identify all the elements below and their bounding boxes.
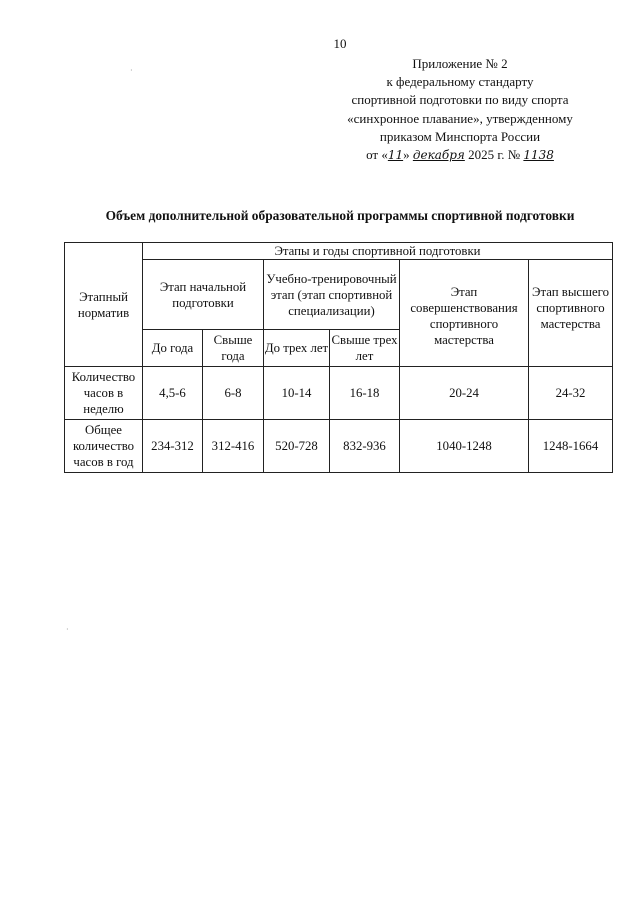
appendix-line: спортивной подготовки по виду спорта: [351, 92, 569, 108]
date-year: 2025 г. №: [464, 147, 524, 163]
table-cell: 832-936: [330, 420, 400, 473]
scan-speck: ·: [66, 625, 69, 634]
row-label-cell: [65, 420, 143, 473]
table-cell: 4,5-6: [143, 367, 203, 420]
sub-over-year-cell: [203, 330, 264, 367]
stage-highest-cell: [529, 260, 613, 367]
stage-initial-label: Этап начальной подготовки: [159, 279, 247, 310]
order-number: 1138: [523, 148, 554, 163]
sub-up-to-three-label: До трех лет: [264, 341, 329, 355]
table-cell: 20-24: [400, 367, 529, 420]
date-month: декабря: [412, 148, 465, 163]
stage-training-label: Учебно-тренировочный этап (этап спортивной специализации): [266, 271, 397, 318]
row-header-cell: [65, 243, 143, 367]
scan-speck: ·: [130, 66, 133, 75]
sub-over-year-label: Свыше года: [213, 333, 253, 363]
appendix-title: Приложение № 2: [412, 56, 508, 71]
table-cell: 1248-1664: [529, 420, 613, 473]
row-label-cell: [65, 367, 143, 420]
sub-up-to-three-cell: [264, 330, 330, 367]
order-date-line: [330, 146, 590, 164]
sub-over-three-cell: [330, 330, 400, 367]
table-cell: 24-32: [529, 367, 613, 420]
page-number: 10: [333, 36, 347, 51]
appendix-line: к федеральному стандарту: [386, 74, 534, 90]
date-prefix: от «: [366, 147, 388, 163]
training-volume-table: [64, 242, 613, 473]
stage-improvement-cell: [400, 260, 529, 367]
stages-header-label: Этапы и годы спортивной подготовки: [274, 244, 481, 258]
stages-header-cell: [143, 243, 613, 260]
stage-training-cell: [264, 260, 400, 330]
table-row: [65, 420, 613, 473]
table-cell: 234-312: [143, 420, 203, 473]
table-cell: 16-18: [330, 367, 400, 420]
table-cell: 312-416: [203, 420, 264, 473]
date-day: 11: [387, 148, 404, 163]
table-cell: 520-728: [264, 420, 330, 473]
sub-up-to-year-label: До года: [151, 341, 194, 355]
date-mid: »: [403, 147, 413, 163]
row-label: Общее количество часов в год: [72, 423, 135, 469]
stage-highest-label: Этап высшего спортивного мастерства: [532, 285, 609, 331]
appendix-line: «синхронное плавание», утвержденному: [347, 110, 573, 126]
row-header-label: Этапный норматив: [77, 289, 130, 320]
sub-over-three-label: Свыше трех лет: [331, 333, 398, 363]
sub-up-to-year-cell: [143, 330, 203, 367]
document-title: Объем дополнительной образовательной программы спортивной подготовки: [105, 208, 575, 223]
table-cell: 1040-1248: [400, 420, 529, 473]
table-cell: 6-8: [203, 367, 264, 420]
stage-improvement-label: Этап совершенствования спортивного мастерства: [410, 285, 518, 347]
row-label: Количество часов в неделю: [71, 370, 136, 416]
appendix-line: приказом Минспорта России: [379, 128, 541, 144]
table-cell: 10-14: [264, 367, 330, 420]
appendix-header: [330, 55, 590, 164]
table-row: [65, 367, 613, 420]
stage-initial-cell: [143, 260, 264, 330]
